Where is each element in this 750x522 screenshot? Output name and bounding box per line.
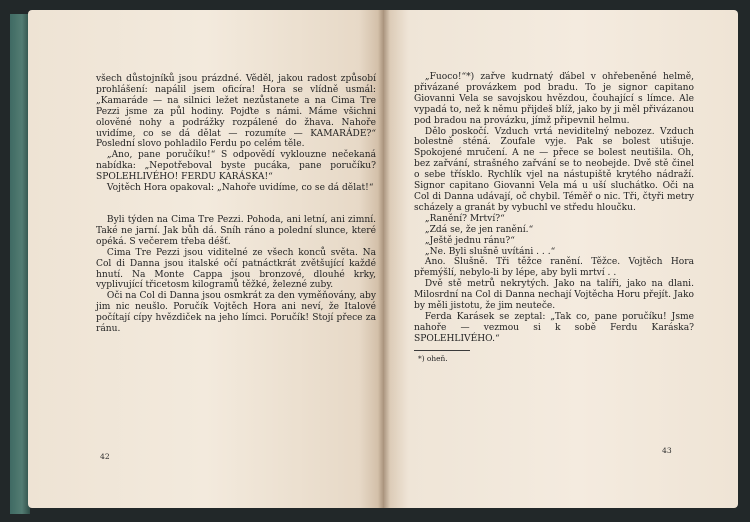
- right-paragraph: „Ranění? Mrtví?“: [424, 213, 505, 224]
- right-paragraph: „Fuoco!“*) zařve kudrnatý ďábel v ohřebeněné helmě, přivázané provázkem pod bradu. To je signor capitano Giovanni Vela se savojskou hvězdou, čouhající s límce. Ale vypadá to, než k němu přijdeš blíž, jako by ji měl přivázanou pod bradou na provázku, jímž připevnil helmu.: [414, 72, 694, 126]
- book-gutter: [378, 10, 390, 508]
- right-paragraph: Dělo poskočí. Vzduch vrtá neviditelný nebozez. Vzduch bolestně sténá. Zoufale vyje. Pak se bolest utišuje. Spokojené mručení. A ne — přece se bolest neutišila. Oh, bez zařvání, strašného zařvání se to neobejde. Dvě stě činel o sebe třísklo. Rychlík vjel na nástupiště krytého nádraží. Signor capitano Giovanni Vela má u uší sluchátko. Oči na Col di Danna udávají, oč chybil. Téměř o nic. Tři, čtyři metry scházely a granát by vybuchl ve středu hloučku.: [414, 126, 694, 213]
- right-paragraph: „Ještě jednu ránu?“: [424, 235, 515, 246]
- footnote-divider: [414, 350, 470, 351]
- right-page: [384, 10, 738, 508]
- right-paragraph: Ferda Karásek se zeptal: „Tak co, pane poručíku! Jsme nahoře — vezmou si k sobě Ferdu Karáska? SPOLEHLIVÉHO.“: [414, 311, 694, 344]
- left-page-text: [96, 74, 376, 335]
- left-page: [28, 10, 384, 508]
- book-cover-edge: [10, 14, 30, 514]
- right-paragraph: Dvě stě metrů nekrytých. Jako na talíři, jako na dlani. Milosrdní na Col di Danna nechají Vojtěcha Horu přejít. Jako by měli jistotu, že jim neuteče.: [414, 279, 694, 312]
- right-paragraph: „Ne. Byli slušně uvítáni . . .“: [424, 246, 556, 257]
- page-number-right: 43: [662, 446, 672, 455]
- left-paragraph: Vojtěch Hora opakoval: „Nahoře uvidíme, co se dá dělat!“: [106, 183, 374, 194]
- right-paragraph: Ano. Slušně. Tři těžce ranění. Těžce. Vojtěch Hora přemýšlí, nebylo-li by lépe, aby byli mrtví . .: [414, 257, 694, 279]
- left-paragraph: Cima Tre Pezzi jsou viditelné ze všech konců světa. Na Col di Danna jsou italské očí patnáctkrát zvětšující každé hnutí. Na Monte Cappa jsou bronzové, dlouhé krky, vyplivující třicetosm kilogramů těžké, železné zuby.: [96, 247, 376, 291]
- page-number-left: 42: [100, 452, 110, 461]
- left-paragraph: Byli týden na Cima Tre Pezzi. Pohoda, ani letní, ani zimní. Také ne jarní. Jak bůh dá. Sníh ráno a polední slunce, které opéká. S večerem třeba déšť.: [96, 214, 376, 247]
- left-paragraph: všech důstojníků jsou prázdné. Věděl, jakou radost způsobí prohlášení: napálil jsem oficíra! Hora se vlídně usmál: „Kamaráde — na silnici ležet nezůstanete a na Cima Tre Pezzi jsme za půl hodiny. Pojďte s námi. Máme všichni olověné nohy a podrážky rozpálené do žhava. Nahoře uvidíme, co se dá dělat — rozumíte — KAMARÁDE?“ Poslední slovo pohladilo Ferdu po celém těle.: [96, 74, 376, 150]
- footnote: *) oheň.: [418, 353, 448, 363]
- left-paragraph: „Ano, pane poručíku!“ S odpovědí vyklouzne nečekaná nabídka: „Nepotřeboval byste pucáka, pane poručíku? SPOLEHLIVÉHO! FERDU KARÁSKA!“: [96, 150, 376, 183]
- left-paragraph: Oči na Col di Danna jsou osmkrát za den vyměňovány, aby jim nic neušlo. Poručík Vojtěch Hora ani neví, že Italové počítají cípy hvězdiček na jeho límci. Poručík! Stojí přece za ránu.: [96, 291, 376, 335]
- right-paragraph: „Zdá se, že jen ranění.“: [424, 224, 534, 235]
- right-page-text: [414, 72, 694, 363]
